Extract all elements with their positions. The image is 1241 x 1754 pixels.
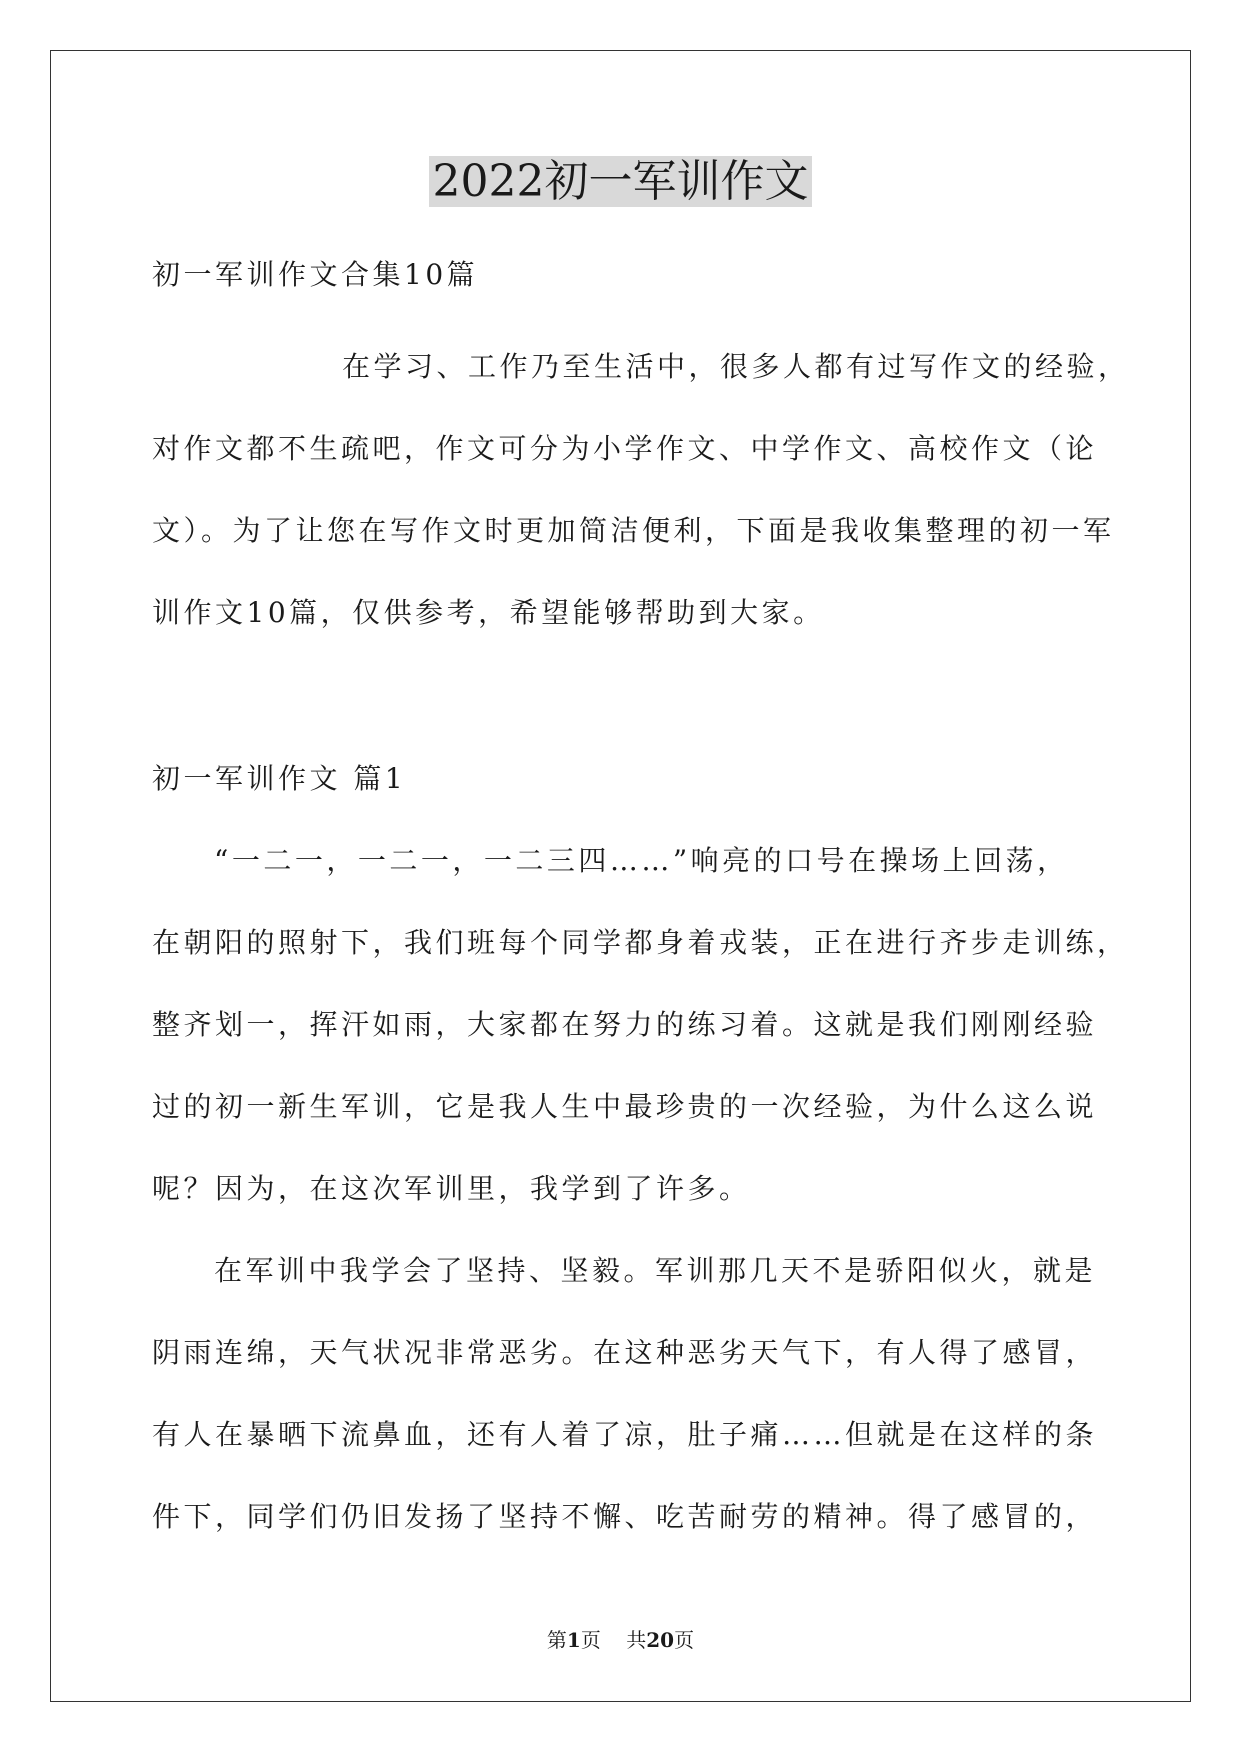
paragraph-line: 件下，同学们仍旧发扬了坚持不懈、吃苦耐劳的精神。得了感冒的， [152, 1500, 1098, 1533]
section-heading-text: 初一军训作文 篇1 [152, 762, 407, 795]
paragraph-line: 整齐划一，挥汗如雨，大家都在努力的练习着。这就是我们刚刚经验 [152, 1008, 1098, 1041]
paragraph-line: 阴雨连绵，天气状况非常恶劣。在这种恶劣天气下，有人得了感冒， [152, 1336, 1098, 1369]
total-pages: 20 [646, 1628, 675, 1652]
page-footer [0, 1626, 1241, 1654]
total-suffix: 页 [674, 1628, 695, 1652]
intro-paragraph [152, 326, 1130, 654]
intro-line: 在学习、工作乃至生活中，很多人都有过写作文的经验， [342, 350, 1130, 383]
intro-line: 训作文10篇，仅供参考，希望能够帮助到大家。 [152, 596, 825, 629]
document-title [0, 152, 1241, 212]
intro-line: 对作文都不生疏吧，作文可分为小学作文、中学作文、高校作文（论 [152, 432, 1098, 465]
page-number: 1 [566, 1628, 581, 1652]
paragraph-1 [152, 820, 1129, 1230]
page-suffix: 页 [580, 1628, 601, 1652]
document-title-text: 2022初一军训作文 [429, 156, 813, 207]
paragraph-line: 过的初一新生军训，它是我人生中最珍贵的一次经验，为什么这么说 [152, 1090, 1098, 1123]
document-subtitle [152, 234, 1092, 316]
page-prefix: 第 [546, 1628, 567, 1652]
section-heading [152, 738, 1092, 820]
subtitle-text: 初一军训作文合集10篇 [152, 258, 479, 291]
paragraph-line: 有人在暴晒下流鼻血，还有人着了凉，肚子痛……但就是在这样的条 [152, 1418, 1098, 1451]
paragraph-line: 在朝阳的照射下，我们班每个同学都身着戎装，正在进行齐步走训练， [152, 926, 1129, 959]
intro-line: 文）。为了让您在写作文时更加简洁便利，下面是我收集整理的初一军 [152, 514, 1115, 547]
paragraph-line: 呢？因为，在这次军训里，我学到了许多。 [152, 1172, 751, 1205]
paragraph-2 [152, 1230, 1098, 1558]
paragraph-line: “一二一，一二一，一二三四……”响亮的口号在操场上回荡， [214, 844, 1069, 877]
paragraph-line: 在军训中我学会了坚持、坚毅。军训那几天不是骄阳似火，就是 [214, 1254, 1097, 1287]
total-prefix: 共 [626, 1628, 647, 1652]
